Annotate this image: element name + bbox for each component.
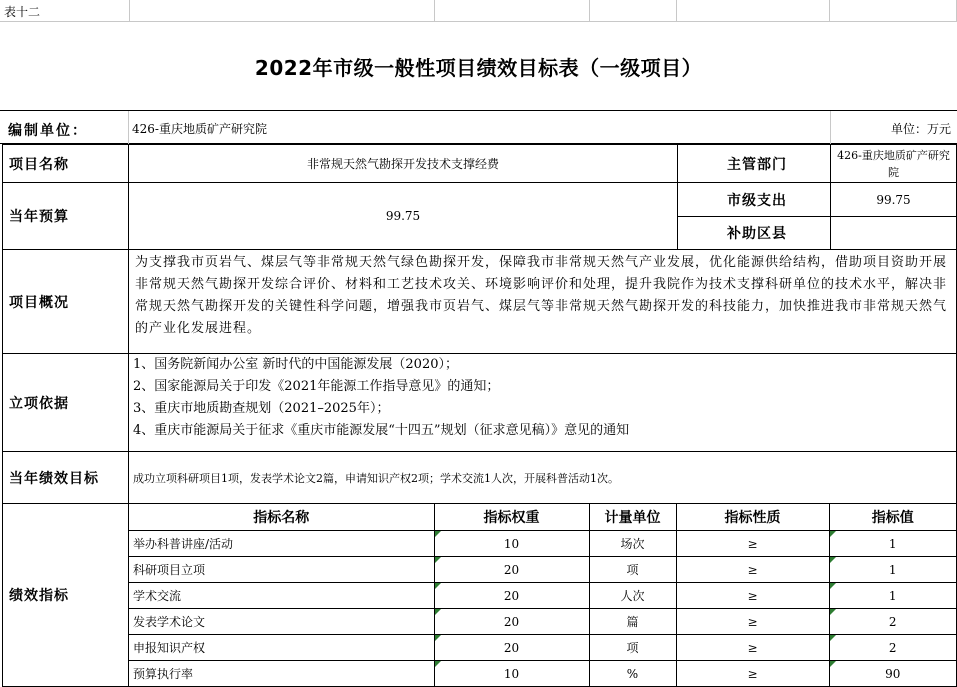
indicator-weight[interactable]: 20: [434, 583, 589, 609]
indicator-name[interactable]: 预算执行率: [129, 661, 434, 687]
basis-label: 立项依据: [3, 354, 129, 452]
comment-marker: [435, 635, 441, 641]
indicators-table: [129, 504, 956, 686]
indicator-name[interactable]: 发表学术论文: [129, 609, 434, 635]
indicator-unit[interactable]: 项: [589, 635, 676, 661]
comment-marker: [435, 583, 441, 589]
table-row: [129, 609, 956, 635]
indicator-name[interactable]: 学术交流: [129, 583, 434, 609]
sheet-top-bar: [0, 0, 957, 22]
indicator-name[interactable]: 申报知识产权: [129, 635, 434, 661]
overview-label: 项目概况: [3, 250, 129, 354]
column-header: 计量单位: [589, 504, 676, 531]
top-cell: [435, 0, 590, 22]
county-subsidy-label: 补助区县: [678, 217, 831, 250]
city-spend-label: 市级支出: [678, 183, 831, 217]
sheet-tag: 表十二: [4, 5, 41, 19]
money-unit: 单位：万元: [890, 122, 951, 136]
column-header: 指标性质: [676, 504, 829, 531]
comment-marker: [435, 609, 441, 615]
basis-item: 1、国务院新闻办公室 新时代的中国能源发展（2020）；: [133, 357, 458, 372]
indicator-unit[interactable]: 项: [589, 557, 676, 583]
project-name-label: 项目名称: [3, 145, 129, 183]
indicator-value[interactable]: 2: [829, 609, 956, 635]
budget-label: 当年预算: [3, 183, 129, 250]
indicator-unit[interactable]: 场次: [589, 531, 676, 557]
comment-marker: [830, 635, 836, 641]
indicator-nature[interactable]: ≥: [676, 635, 829, 661]
goal-text[interactable]: 成功立项科研项目1项，发表学术论文2篇，申请知识产权2项；学术交流1人次，开展科普活动1次。: [129, 452, 957, 504]
unit-value: 426-重庆地质矿产研究院: [132, 122, 267, 136]
basis-list[interactable]: [129, 354, 957, 452]
unit-row: [0, 110, 957, 144]
dept-label: 主管部门: [678, 145, 831, 183]
comment-marker: [830, 531, 836, 537]
top-cell: [830, 0, 957, 22]
indicator-weight[interactable]: 20: [434, 557, 589, 583]
column-header: 指标值: [829, 504, 956, 531]
indicator-weight[interactable]: 10: [434, 661, 589, 687]
comment-marker: [830, 661, 836, 667]
dept-value[interactable]: 426-重庆地质矿产研究院: [831, 145, 957, 183]
indicator-nature[interactable]: ≥: [676, 609, 829, 635]
table-row: [129, 635, 956, 661]
indicator-nature[interactable]: ≥: [676, 661, 829, 687]
table-row: [129, 557, 956, 583]
indicators-cell: [129, 504, 957, 687]
column-header: 指标权重: [434, 504, 589, 531]
indicator-nature[interactable]: ≥: [676, 583, 829, 609]
indicators-label: 绩效指标: [3, 504, 129, 687]
table-row: [129, 661, 956, 687]
page-title: 2022年市级一般性项目绩效目标表（一级项目）: [254, 55, 703, 80]
indicator-value[interactable]: 1: [829, 531, 956, 557]
basis-item: 4、重庆市能源局关于征求《重庆市能源发展“十四五”规划（征求意见稿）》意见的通知: [133, 423, 630, 438]
indicator-name[interactable]: 举办科普讲座/活动: [129, 531, 434, 557]
basis-item: 2、国家能源局关于印发《2021年能源工作指导意见》的通知；: [133, 379, 500, 394]
indicator-value[interactable]: 2: [829, 635, 956, 661]
city-spend-value[interactable]: 99.75: [831, 183, 957, 217]
indicators-header-row: [129, 504, 956, 531]
county-subsidy-value[interactable]: [831, 217, 957, 250]
goal-label: 当年绩效目标: [3, 452, 129, 504]
comment-marker: [435, 661, 441, 667]
indicator-unit[interactable]: 篇: [589, 609, 676, 635]
performance-table: [2, 144, 957, 687]
comment-marker: [435, 531, 441, 537]
indicator-value[interactable]: 1: [829, 583, 956, 609]
indicator-name[interactable]: 科研项目立项: [129, 557, 434, 583]
project-name-value[interactable]: 非常规天然气勘探开发技术支撑经费: [129, 145, 678, 183]
top-cell: [130, 0, 435, 22]
comment-marker: [435, 557, 441, 563]
budget-value[interactable]: 99.75: [129, 183, 678, 250]
top-cell: [590, 0, 677, 22]
divider: [830, 111, 831, 144]
indicator-unit[interactable]: %: [589, 661, 676, 687]
comment-marker: [830, 609, 836, 615]
table-row: [129, 531, 956, 557]
indicator-unit[interactable]: 人次: [589, 583, 676, 609]
top-cell: [677, 0, 830, 22]
comment-marker: [830, 583, 836, 589]
indicator-value[interactable]: 1: [829, 557, 956, 583]
indicator-weight[interactable]: 10: [434, 531, 589, 557]
overview-text[interactable]: 为支撑我市页岩气、煤层气等非常规天然气绿色勘探开发，保障我市非常规天然气产业发展，优化能源供给结构，借助项目资助开展非常规天然气勘探开发综合评价、材料和工艺技术攻关、环境影响评价和处理，提升我院作为技术支撑科研单位的技术水平，解决非常规天然气勘探开发的关键性科学问题，增强我市页岩气、煤层气等非常规天然气勘探开发的科技能力，加快推进我市非常规天然气的产业化发展进程。: [129, 250, 957, 354]
table-row: [129, 583, 956, 609]
indicator-value[interactable]: 90: [829, 661, 956, 687]
indicator-weight[interactable]: 20: [434, 635, 589, 661]
comment-marker: [830, 557, 836, 563]
indicator-weight[interactable]: 20: [434, 609, 589, 635]
divider: [128, 111, 129, 144]
basis-item: 3、重庆市地质勘查规划（2021–2025年）；: [133, 401, 390, 416]
indicator-nature[interactable]: ≥: [676, 557, 829, 583]
indicator-nature[interactable]: ≥: [676, 531, 829, 557]
column-header: 指标名称: [129, 504, 434, 531]
unit-label: 编制单位：: [8, 123, 88, 139]
